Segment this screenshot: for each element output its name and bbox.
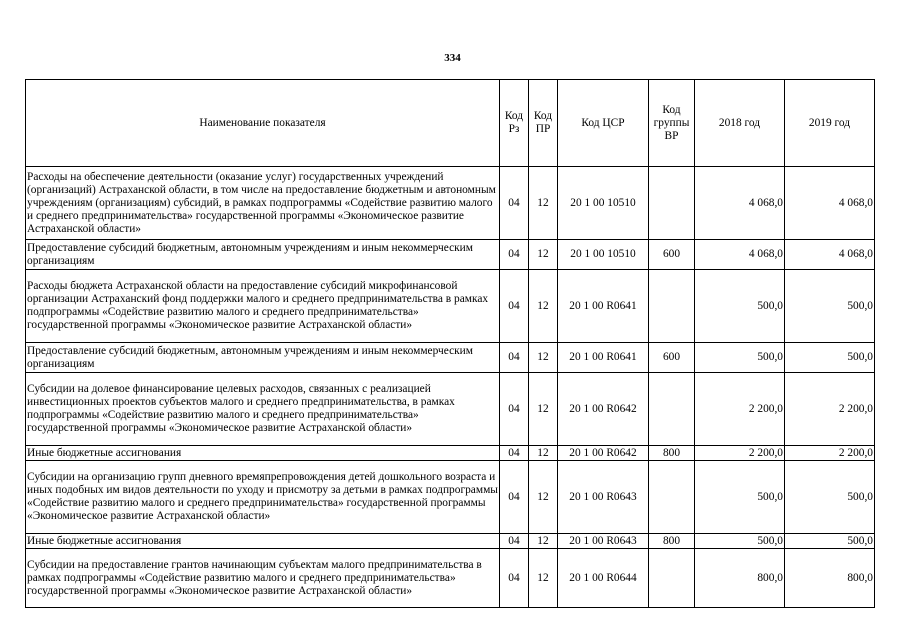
row-name: Субсидии на предоставление грантов начинающим субъектам малого предпринимательства в рамках подпрограммы «Содействие развитию малого и среднего предпринимательства» государственной программы «Экономическое развитие Астраханской области» bbox=[26, 549, 500, 608]
row-pr: 12 bbox=[529, 446, 558, 461]
table-row bbox=[26, 461, 875, 534]
row-pr: 12 bbox=[529, 549, 558, 608]
row-vr bbox=[649, 461, 695, 534]
row-2019: 500,0 bbox=[785, 270, 875, 343]
row-vr bbox=[649, 167, 695, 240]
row-2018: 500,0 bbox=[695, 270, 785, 343]
header-vr: Код группы ВР bbox=[649, 80, 695, 167]
table-row bbox=[26, 534, 875, 549]
row-2018: 500,0 bbox=[695, 534, 785, 549]
row-name: Предоставление субсидий бюджетным, автономным учреждениям и иным некоммерческим организациям bbox=[26, 343, 500, 373]
row-rz: 04 bbox=[500, 534, 529, 549]
row-csr: 20 1 00 R0641 bbox=[558, 270, 649, 343]
row-2018: 4 068,0 bbox=[695, 240, 785, 270]
row-2018: 500,0 bbox=[695, 343, 785, 373]
row-2018: 2 200,0 bbox=[695, 373, 785, 446]
row-vr: 600 bbox=[649, 240, 695, 270]
row-rz: 04 bbox=[500, 549, 529, 608]
table-row bbox=[26, 343, 875, 373]
page-number: 334 bbox=[444, 52, 461, 64]
row-name: Субсидии на организацию групп дневного времяпрепровождения детей дошкольного возраста и иных подобных им видов деятельности по уходу и присмотру за детьми в рамках подпрограммы «Содействие развитию малого и среднего предпринимательства» государственной программы «Экономическое развитие Астраханской области» bbox=[26, 461, 500, 534]
row-2019: 2 200,0 bbox=[785, 373, 875, 446]
header-pr: Код ПР bbox=[529, 80, 558, 167]
row-csr: 20 1 00 R0644 bbox=[558, 549, 649, 608]
row-rz: 04 bbox=[500, 461, 529, 534]
row-2019: 4 068,0 bbox=[785, 167, 875, 240]
table-row bbox=[26, 240, 875, 270]
row-rz: 04 bbox=[500, 240, 529, 270]
row-2019: 2 200,0 bbox=[785, 446, 875, 461]
row-pr: 12 bbox=[529, 373, 558, 446]
row-2018: 500,0 bbox=[695, 461, 785, 534]
row-vr: 800 bbox=[649, 446, 695, 461]
row-pr: 12 bbox=[529, 167, 558, 240]
table-row bbox=[26, 167, 875, 240]
row-name: Расходы на обеспечение деятельности (оказание услуг) государственных учреждений (организаций) Астраханской области, в том числе на предоставление бюджетным и автономным учреждениям (организациям) субсидий, в рамках подпрограммы «Содействие развитию малого и среднего предпринимательства» государственной программы «Экономическое развитие Астраханской области» bbox=[26, 167, 500, 240]
row-2019: 4 068,0 bbox=[785, 240, 875, 270]
row-pr: 12 bbox=[529, 534, 558, 549]
row-name: Субсидии на долевое финансирование целевых расходов, связанных с реализацией инвестиционных проектов субъектов малого и среднего предпринимательства, в рамках подпрограммы «Содействие развитию малого и среднего предпринимательства» государственной программы «Экономическое развитие Астраханской области» bbox=[26, 373, 500, 446]
row-csr: 20 1 00 R0643 bbox=[558, 534, 649, 549]
row-vr: 600 bbox=[649, 343, 695, 373]
row-csr: 20 1 00 R0642 bbox=[558, 373, 649, 446]
table-row bbox=[26, 549, 875, 608]
row-rz: 04 bbox=[500, 373, 529, 446]
row-csr: 20 1 00 10510 bbox=[558, 167, 649, 240]
row-2019: 500,0 bbox=[785, 343, 875, 373]
row-2018: 4 068,0 bbox=[695, 167, 785, 240]
table-row bbox=[26, 270, 875, 343]
row-2019: 500,0 bbox=[785, 534, 875, 549]
row-rz: 04 bbox=[500, 446, 529, 461]
row-csr: 20 1 00 R0641 bbox=[558, 343, 649, 373]
row-rz: 04 bbox=[500, 270, 529, 343]
row-vr: 800 bbox=[649, 534, 695, 549]
row-pr: 12 bbox=[529, 343, 558, 373]
row-2019: 800,0 bbox=[785, 549, 875, 608]
row-2018: 800,0 bbox=[695, 549, 785, 608]
header-2018: 2018 год bbox=[695, 80, 785, 167]
budget-table bbox=[25, 79, 875, 608]
row-name: Иные бюджетные ассигнования bbox=[26, 534, 500, 549]
table-row bbox=[26, 373, 875, 446]
row-name: Предоставление субсидий бюджетным, автономным учреждениям и иным некоммерческим организациям bbox=[26, 240, 500, 270]
row-csr: 20 1 00 R0643 bbox=[558, 461, 649, 534]
row-pr: 12 bbox=[529, 270, 558, 343]
row-name: Расходы бюджета Астраханской области на предоставление субсидий микрофинансовой организации Астраханский фонд поддержки малого и среднего предпринимательства в рамках подпрограммы «Содействие развитию малого и среднего предпринимательства» государственной программы «Экономическое развитие Астраханской области» bbox=[26, 270, 500, 343]
row-pr: 12 bbox=[529, 240, 558, 270]
row-vr bbox=[649, 373, 695, 446]
header-2019: 2019 год bbox=[785, 80, 875, 167]
row-vr bbox=[649, 270, 695, 343]
row-name: Иные бюджетные ассигнования bbox=[26, 446, 500, 461]
header-rz: Код Рз bbox=[500, 80, 529, 167]
row-pr: 12 bbox=[529, 461, 558, 534]
table-row bbox=[26, 446, 875, 461]
row-2019: 500,0 bbox=[785, 461, 875, 534]
row-rz: 04 bbox=[500, 343, 529, 373]
table-header-row bbox=[26, 80, 875, 167]
row-csr: 20 1 00 R0642 bbox=[558, 446, 649, 461]
row-2018: 2 200,0 bbox=[695, 446, 785, 461]
row-csr: 20 1 00 10510 bbox=[558, 240, 649, 270]
row-rz: 04 bbox=[500, 167, 529, 240]
row-vr bbox=[649, 549, 695, 608]
header-name: Наименование показателя bbox=[26, 80, 500, 167]
header-csr: Код ЦСР bbox=[558, 80, 649, 167]
